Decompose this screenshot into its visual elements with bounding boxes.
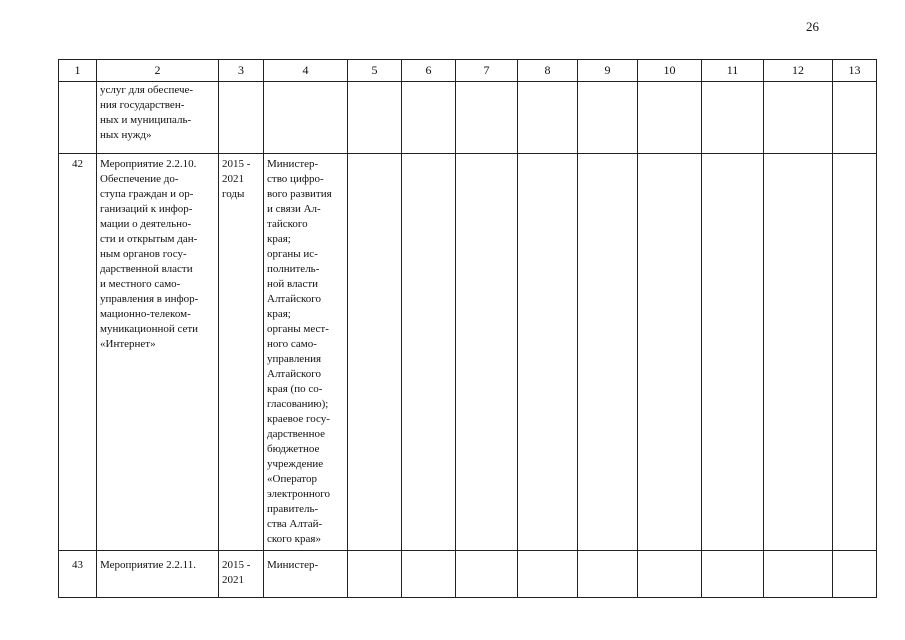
column-header: 7: [456, 60, 518, 82]
measure-cell: [97, 82, 219, 154]
column-header: 11: [702, 60, 764, 82]
empty-cell: [638, 154, 702, 551]
row-number: 43: [59, 551, 97, 598]
empty-cell: [578, 154, 638, 551]
column-header: 9: [578, 60, 638, 82]
empty-cell: [348, 82, 402, 154]
row-number: 42: [59, 154, 97, 551]
table-row: [59, 154, 877, 551]
column-header: 3: [219, 60, 264, 82]
measure-cell: [97, 551, 219, 598]
measure-cell: [97, 154, 219, 551]
measure-text: услуг для обеспече- ния государствен- ных и муниципаль- ных нужд»: [100, 84, 194, 141]
executor-text: Министер- ство цифро- вого развития и связи Ал- тайского края; органы ис- полнитель- ной власти Алтайского края; органы мест- ного само- управления Алтайского края (по со- гласованию); краевое госу- дарственное бюджетное учреждение «Оператор электронного правитель- ства Алтай- ского края»: [267, 158, 332, 545]
empty-cell: [833, 82, 877, 154]
empty-cell: [456, 551, 518, 598]
empty-cell: [402, 154, 456, 551]
empty-cell: [456, 154, 518, 551]
header-row: [59, 60, 877, 82]
empty-cell: [833, 551, 877, 598]
table-row: [59, 551, 877, 598]
empty-cell: [764, 551, 833, 598]
period-cell: [219, 154, 264, 551]
measure-text: Мероприятие 2.2.10. Обеспечение до- ступа граждан и ор- ганизаций к инфор- мации о деятельно- сти и открытым дан- ным органов госу- дарственной власти и местного само- управления в инфор- мационно-телеком- муникационной сети «Интернет»: [100, 158, 199, 350]
table-row: [59, 82, 877, 154]
empty-cell: [518, 551, 578, 598]
column-header: 12: [764, 60, 833, 82]
empty-cell: [833, 154, 877, 551]
column-header: 2: [97, 60, 219, 82]
empty-cell: [764, 154, 833, 551]
empty-cell: [638, 551, 702, 598]
empty-cell: [578, 551, 638, 598]
row-number: [59, 82, 97, 154]
column-header: 5: [348, 60, 402, 82]
period-cell: [219, 82, 264, 154]
empty-cell: [638, 82, 702, 154]
empty-cell: [702, 551, 764, 598]
executor-cell: [264, 154, 348, 551]
page-number: 26: [806, 19, 819, 34]
column-header: 4: [264, 60, 348, 82]
empty-cell: [348, 154, 402, 551]
period-cell: [219, 551, 264, 598]
empty-cell: [456, 82, 518, 154]
empty-cell: [578, 82, 638, 154]
column-header: 1: [59, 60, 97, 82]
empty-cell: [518, 154, 578, 551]
empty-cell: [348, 551, 402, 598]
executor-cell: [264, 82, 348, 154]
empty-cell: [402, 82, 456, 154]
executor-cell: [264, 551, 348, 598]
column-header: 10: [638, 60, 702, 82]
measure-text: Мероприятие 2.2.11.: [100, 559, 197, 571]
empty-cell: [518, 82, 578, 154]
column-header: 13: [833, 60, 877, 82]
column-header: 6: [402, 60, 456, 82]
empty-cell: [702, 154, 764, 551]
column-header: 8: [518, 60, 578, 82]
executor-text: Министер-: [267, 559, 319, 571]
empty-cell: [402, 551, 456, 598]
period-text: 2015 - 2021: [222, 559, 251, 586]
program-measures-table: [58, 59, 877, 598]
empty-cell: [702, 82, 764, 154]
period-text: 2015 - 2021 годы: [222, 158, 251, 200]
empty-cell: [764, 82, 833, 154]
